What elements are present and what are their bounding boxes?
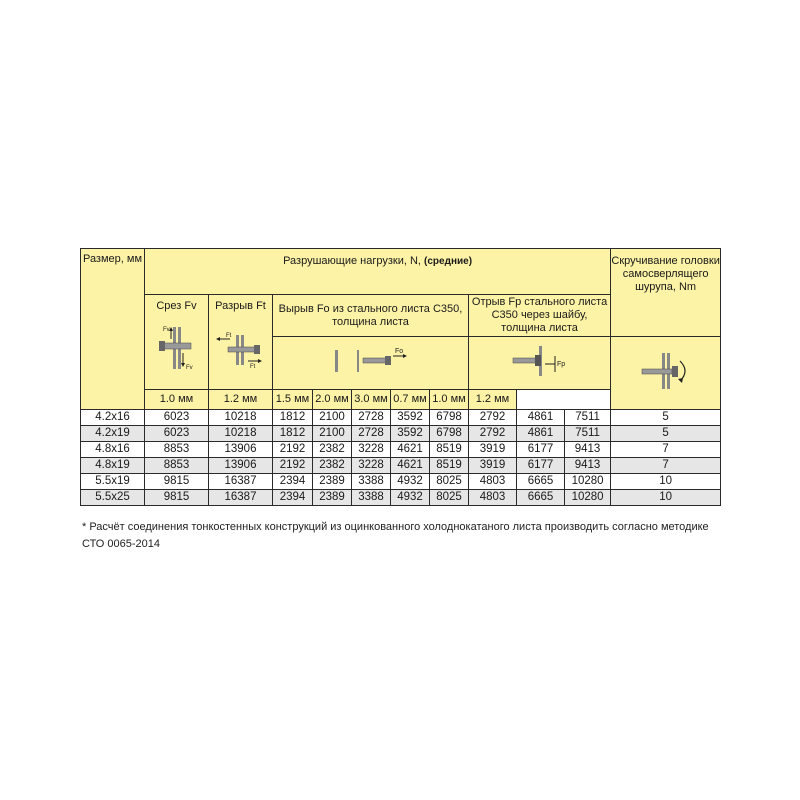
thickness-pullout-5: 3.0 мм — [352, 390, 391, 410]
header-pullthrough-label: Отрыв Fp стального листа С350 через шайбу, толщина листа — [471, 296, 608, 334]
cell-pullout: 3388 — [352, 490, 391, 506]
header-loads-avg: (средние) — [424, 256, 473, 267]
cell-pullthrough: 4861 — [517, 426, 565, 442]
cell-pullthrough: 6177 — [517, 458, 565, 474]
cell-pullthrough: 4803 — [469, 474, 517, 490]
header-pullout — [273, 295, 469, 337]
cell-pullout: 2728 — [352, 426, 391, 442]
cell-size: 4.2x19 — [81, 426, 145, 442]
cell-pullthrough: 9413 — [565, 458, 611, 474]
cell-pullout: 2394 — [273, 490, 313, 506]
cell-pullthrough: 3919 — [469, 442, 517, 458]
table-row — [81, 410, 721, 426]
cell-shear: 9815 — [145, 490, 209, 506]
cell-shear: 8853 — [145, 458, 209, 474]
cell-pullout: 2728 — [352, 410, 391, 426]
cell-pullout: 8519 — [430, 458, 469, 474]
header-size-label: Размер, мм — [82, 253, 143, 265]
thickness-pullout-4: 2.0 мм — [313, 390, 352, 410]
cell-pullout: 4621 — [391, 442, 430, 458]
cell-shear: 9815 — [145, 474, 209, 490]
cell-shear: 6023 — [145, 410, 209, 426]
cell-pullout: 3228 — [352, 458, 391, 474]
header-twist-label: Скручивание головки самосверлящего шурупа, Nm — [611, 255, 720, 293]
cell-pullout: 4932 — [391, 490, 430, 506]
cell-twist: 10 — [611, 490, 721, 506]
cell-shear: 8853 — [145, 442, 209, 458]
cell-pullout: 3592 — [391, 426, 430, 442]
cell-pullout: 6798 — [430, 410, 469, 426]
thickness-pullout-1: 1.0 мм — [145, 390, 209, 410]
tension-ft-label-bottom: Ft — [249, 364, 255, 369]
cell-pullthrough: 7511 — [565, 410, 611, 426]
header-loads-label: Разрушающие нагрузки, N, — [283, 255, 421, 267]
cell-twist: 7 — [611, 458, 721, 474]
table-row — [81, 442, 721, 458]
cell-pullout: 2100 — [313, 426, 352, 442]
cell-twist: 5 — [611, 410, 721, 426]
thickness-pullthrough-2: 1.0 мм — [430, 390, 469, 410]
table-row — [81, 426, 721, 442]
cell-pullthrough: 10280 — [565, 490, 611, 506]
cell-pullout: 1812 — [273, 426, 313, 442]
table-row — [81, 474, 721, 490]
cell-size: 4.2x16 — [81, 410, 145, 426]
cell-pullthrough: 3919 — [469, 458, 517, 474]
cell-size: 4.8x16 — [81, 442, 145, 458]
cell-pullout: 8025 — [430, 474, 469, 490]
thickness-pullthrough-1: 0.7 мм — [391, 390, 430, 410]
header-loads — [145, 249, 611, 295]
table-row — [81, 458, 721, 474]
cell-pullout: 2100 — [313, 410, 352, 426]
header-tension — [209, 295, 273, 390]
tension-ft-label-top: Ft — [225, 333, 231, 339]
footnote: * Расчёт соединения тонкостенных конструкций из оцинкованного холоднокатаного листа производить согласно методике СТО 0065-2014 — [82, 521, 709, 550]
cell-pullthrough: 7511 — [565, 426, 611, 442]
cell-tension: 16387 — [209, 490, 273, 506]
header-shear-label: Срез Fv — [156, 300, 197, 312]
cell-tension: 10218 — [209, 426, 273, 442]
shear-fv-label-bottom: Fv — [185, 365, 193, 371]
pullthrough-fp-label: Fp — [556, 361, 565, 368]
cell-pullout: 3228 — [352, 442, 391, 458]
table-body — [81, 410, 721, 506]
cell-twist: 7 — [611, 442, 721, 458]
strength-table — [80, 248, 721, 506]
cell-tension: 10218 — [209, 410, 273, 426]
cell-pullthrough: 2792 — [469, 426, 517, 442]
cell-pullthrough: 6665 — [517, 474, 565, 490]
cell-pullout: 8025 — [430, 490, 469, 506]
thickness-pullthrough-3: 1.2 мм — [469, 390, 517, 410]
header-pullout-label: Вырыв Fo из стального листа С350, толщина листа — [278, 302, 463, 328]
header-pullthrough — [469, 295, 611, 337]
cell-pullthrough: 6177 — [517, 442, 565, 458]
cell-pullout: 8519 — [430, 442, 469, 458]
cell-shear: 6023 — [145, 426, 209, 442]
cell-pullout: 2389 — [313, 490, 352, 506]
cell-pullout: 2192 — [273, 458, 313, 474]
cell-pullthrough: 4861 — [517, 410, 565, 426]
cell-pullout: 2394 — [273, 474, 313, 490]
header-twist — [611, 249, 721, 337]
thickness-pullout-2: 1.2 мм — [209, 390, 273, 410]
cell-pullout: 4932 — [391, 474, 430, 490]
cell-pullout: 3592 — [391, 410, 430, 426]
cell-pullout: 2192 — [273, 442, 313, 458]
pullout-icon-cell — [273, 337, 469, 390]
twist-icon-cell — [611, 337, 721, 410]
cell-size: 5.5x25 — [81, 490, 145, 506]
cell-pullout: 2382 — [313, 442, 352, 458]
cell-pullout: 6798 — [430, 426, 469, 442]
cell-pullthrough: 10280 — [565, 474, 611, 490]
pullout-diagram-icon — [331, 346, 411, 376]
cell-size: 4.8x19 — [81, 458, 145, 474]
twist-diagram-icon — [636, 351, 696, 391]
shear-diagram-icon — [155, 323, 199, 373]
cell-pullout: 2382 — [313, 458, 352, 474]
cell-tension: 13906 — [209, 458, 273, 474]
tension-diagram-icon — [216, 329, 266, 369]
cell-pullthrough: 4803 — [469, 490, 517, 506]
cell-pullthrough: 9413 — [565, 442, 611, 458]
header-size — [81, 249, 145, 410]
cell-pullout: 3388 — [352, 474, 391, 490]
cell-tension: 16387 — [209, 474, 273, 490]
pullthrough-diagram-icon — [505, 344, 575, 378]
cell-pullthrough: 2792 — [469, 410, 517, 426]
cell-pullout: 4621 — [391, 458, 430, 474]
cell-pullthrough: 6665 — [517, 490, 565, 506]
cell-pullout: 1812 — [273, 410, 313, 426]
shear-fv-label-top: Fv — [162, 327, 170, 333]
cell-size: 5.5x19 — [81, 474, 145, 490]
pullout-fo-label: Fo — [394, 348, 403, 355]
cell-twist: 10 — [611, 474, 721, 490]
pullthrough-icon-cell — [469, 337, 611, 390]
cell-pullout: 2389 — [313, 474, 352, 490]
table-row — [81, 490, 721, 506]
cell-tension: 13906 — [209, 442, 273, 458]
cell-twist: 5 — [611, 426, 721, 442]
header-tension-label: Разрыв Ft — [215, 300, 266, 312]
thickness-pullout-3: 1.5 мм — [273, 390, 313, 410]
header-shear — [145, 295, 209, 390]
